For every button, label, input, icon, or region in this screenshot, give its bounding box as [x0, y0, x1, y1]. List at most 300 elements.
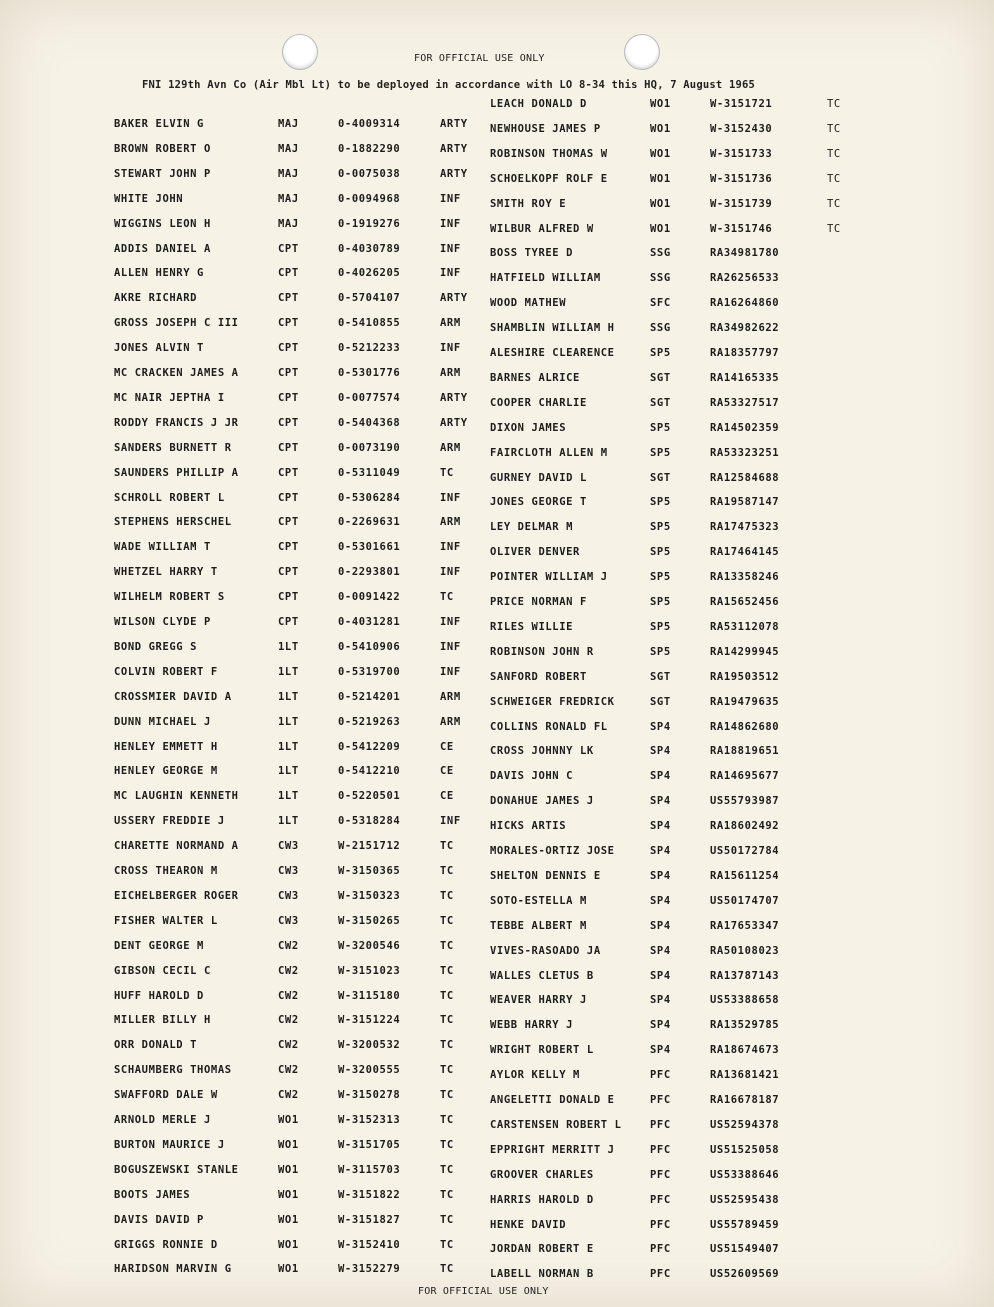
person-name: MILLER BILLY H [114, 1014, 211, 1027]
branch-cell: TC [827, 172, 841, 185]
rank-cell: SP5 [650, 496, 671, 509]
roster-row [490, 1094, 870, 1108]
person-name: ALESHIRE CLEARENCE [490, 347, 615, 359]
person-name: HENLEY GEORGE M [114, 765, 218, 778]
person-name: SHAMBLIN WILLIAM H [490, 322, 615, 335]
branch-cell: TC [440, 865, 454, 877]
roster-row [114, 193, 494, 207]
serial-number-cell: W-3151827 [338, 1213, 401, 1226]
roster-row [490, 870, 870, 884]
serial-number-cell: RA53327517 [710, 396, 780, 409]
rank-cell: CW2 [278, 1089, 299, 1102]
serial-number-cell: 0-5404368 [338, 416, 401, 429]
serial-number-cell: W-3151739 [710, 197, 773, 210]
person-name: SOTO-ESTELLA M [490, 894, 587, 907]
rank-cell: CPT [278, 491, 299, 504]
person-name: GRIGGS RONNIE D [114, 1238, 218, 1251]
person-name: DENT GEORGE M [114, 939, 204, 952]
branch-cell: TC [440, 989, 454, 1002]
roster-row [114, 118, 494, 132]
roster-row [490, 920, 870, 934]
rank-cell: WO1 [278, 1263, 299, 1276]
rank-cell: SFC [650, 297, 671, 310]
serial-number-cell: RA15652456 [710, 596, 780, 608]
rank-cell: SP4 [650, 994, 671, 1007]
serial-number-cell: US51525058 [710, 1143, 780, 1156]
person-name: BURTON MAURICE J [114, 1138, 225, 1151]
serial-number-cell: W-3150278 [338, 1089, 401, 1102]
roster-row [490, 272, 870, 286]
person-name: COOPER CHARLIE [490, 396, 587, 409]
serial-number-cell: W-3150265 [338, 914, 401, 927]
serial-number-cell: 0-5319700 [338, 665, 401, 678]
roster-row [490, 1144, 870, 1158]
roster-row [114, 492, 494, 506]
roster-row [490, 571, 870, 585]
serial-number-cell: 0-1882290 [338, 142, 401, 155]
branch-cell: TC [440, 1213, 454, 1226]
person-name: GROSS JOSEPH C III [114, 317, 239, 330]
branch-cell: ARM [440, 516, 461, 529]
rank-cell: CPT [278, 242, 299, 255]
roster-row [114, 1114, 494, 1128]
rank-cell: SSG [650, 247, 671, 260]
branch-cell: TC [440, 964, 454, 977]
serial-number-cell: RA26256533 [710, 272, 780, 285]
roster-row [490, 820, 870, 834]
person-name: VIVES-RASOADO JA [490, 944, 601, 957]
roster-row [490, 297, 870, 311]
roster-row [114, 1214, 494, 1228]
roster-row [490, 970, 870, 984]
serial-number-cell: US52594378 [710, 1118, 780, 1131]
branch-cell: TC [440, 1163, 454, 1176]
rank-cell: SGT [650, 396, 671, 409]
roster-row [490, 397, 870, 411]
serial-number-cell: RA14695677 [710, 770, 780, 783]
rank-cell: SP5 [650, 421, 671, 434]
rank-cell: CPT [278, 267, 299, 280]
rank-cell: PFC [650, 1143, 671, 1156]
document-subheading: FNI 129th Avn Co (Air Mbl Lt) to be deployed in accordance with LO 8-34 this HQ, 7 August 1965 [142, 79, 756, 91]
rank-cell: CPT [278, 416, 299, 429]
roster-row [490, 123, 870, 137]
rank-cell: CW3 [278, 914, 299, 927]
rank-cell: SP4 [650, 969, 671, 982]
roster-row [490, 546, 870, 560]
serial-number-cell: RA12584688 [710, 471, 780, 484]
rank-cell: WO1 [650, 172, 671, 185]
person-name: BARNES ALRICE [490, 371, 580, 384]
roster-row [114, 1263, 494, 1277]
person-name: WRIGHT ROBERT L [490, 1044, 594, 1057]
rank-cell: SP4 [650, 720, 671, 733]
roster-row [114, 940, 494, 954]
branch-cell: INF [440, 192, 461, 205]
serial-number-cell: RA14165335 [710, 371, 780, 384]
rank-cell: PFC [650, 1193, 671, 1206]
person-name: TEBBE ALBERT M [490, 919, 587, 932]
serial-number-cell: 0-0075038 [338, 167, 401, 180]
roster-row [490, 447, 870, 461]
serial-number-cell: 0-2293801 [338, 566, 401, 579]
rank-cell: SP4 [650, 919, 671, 932]
roster-row [490, 895, 870, 909]
punch-hole-right [624, 34, 660, 70]
serial-number-cell: 0-5311049 [338, 466, 401, 479]
rank-cell: SP4 [650, 770, 671, 783]
serial-number-cell: W-3151705 [338, 1138, 401, 1151]
person-name: HATFIELD WILLIAM [490, 272, 601, 285]
serial-number-cell: 0-5412210 [338, 765, 401, 778]
rank-cell: 1LT [278, 815, 299, 828]
roster-row [490, 1119, 870, 1133]
rank-cell: SP4 [650, 795, 671, 808]
rank-cell: MAJ [278, 192, 299, 205]
rank-cell: 1LT [278, 790, 299, 803]
person-name: NEWHOUSE JAMES P [490, 122, 601, 135]
rank-cell: CW3 [278, 889, 299, 902]
serial-number-cell: 0-5306284 [338, 491, 401, 504]
serial-number-cell: 0-4026205 [338, 267, 401, 280]
rank-cell: CW3 [278, 840, 299, 853]
rank-cell: PFC [650, 1168, 671, 1181]
rank-cell: CW2 [278, 1014, 299, 1027]
branch-cell: INF [440, 665, 461, 678]
serial-number-cell: RA16264860 [710, 297, 780, 310]
rank-cell: WO1 [278, 1114, 299, 1126]
person-name: EICHELBERGER ROGER [114, 889, 239, 902]
person-name: JONES GEORGE T [490, 496, 587, 509]
roster-row [114, 1139, 494, 1153]
rank-cell: SP5 [650, 521, 671, 534]
roster-row [114, 516, 494, 530]
rank-cell: SP5 [650, 620, 671, 633]
serial-number-cell: W-3115180 [338, 989, 401, 1002]
rank-cell: CPT [278, 466, 299, 479]
branch-cell: INF [440, 566, 461, 579]
branch-cell: CE [440, 740, 454, 753]
roster-row [490, 1219, 870, 1233]
rank-cell: WO1 [650, 122, 671, 135]
branch-cell: INF [440, 217, 461, 230]
roster-row [490, 696, 870, 710]
person-name: WHITE JOHN [114, 192, 184, 205]
rank-cell: SP5 [650, 571, 671, 584]
person-name: RILES WILLIE [490, 620, 574, 633]
branch-cell: TC [440, 1263, 454, 1276]
branch-cell: ARTY [440, 416, 468, 429]
person-name: MC LAUGHIN KENNETH [114, 790, 239, 803]
person-name: WIGGINS LEON H [114, 217, 211, 230]
serial-number-cell: 0-2269631 [338, 516, 401, 529]
rank-cell: SGT [650, 371, 671, 384]
rank-cell: WO1 [278, 1188, 299, 1201]
roster-row [114, 1014, 494, 1028]
person-name: ORR DONALD T [114, 1039, 198, 1052]
serial-number-cell: US50174707 [710, 894, 780, 907]
branch-cell: INF [440, 491, 461, 504]
person-name: AKRE RICHARD [114, 292, 198, 305]
person-name: DIXON JAMES [490, 421, 567, 434]
person-name: HENLEY EMMETT H [114, 740, 218, 753]
serial-number-cell: 0-5214201 [338, 690, 401, 703]
branch-cell: TC [440, 466, 454, 479]
serial-number-cell: US52595438 [710, 1193, 780, 1206]
roster-row [114, 691, 494, 705]
person-name: COLLINS RONALD FL [490, 720, 608, 733]
person-name: AYLOR KELLY M [490, 1069, 580, 1082]
roster-row [114, 915, 494, 929]
roster-row [490, 322, 870, 336]
person-name: POINTER WILLIAM J [490, 571, 608, 584]
rank-cell: SP5 [650, 596, 671, 608]
roster-row [114, 790, 494, 804]
branch-cell: TC [440, 1014, 454, 1027]
serial-number-cell: RA14299945 [710, 645, 780, 658]
roster-row [114, 765, 494, 779]
rank-cell: PFC [650, 1218, 671, 1231]
roster-row [490, 98, 870, 112]
serial-number-cell: RA18819651 [710, 745, 780, 758]
rank-cell: PFC [650, 1268, 671, 1281]
rank-cell: CPT [278, 591, 299, 604]
roster-row [114, 666, 494, 680]
serial-number-cell: US53388646 [710, 1168, 780, 1181]
roster-row [114, 1039, 494, 1053]
roster-row [114, 143, 494, 157]
person-name: SHELTON DENNIS E [490, 869, 601, 882]
person-name: HENKE DAVID [490, 1218, 567, 1231]
serial-number-cell: 0-4030789 [338, 242, 401, 255]
serial-number-cell: RA18602492 [710, 820, 780, 833]
classification-header: FOR OFFICIAL USE ONLY [414, 53, 545, 64]
rank-cell: WO1 [278, 1138, 299, 1151]
roster-row [114, 467, 494, 481]
serial-number-cell: W-3152313 [338, 1114, 401, 1126]
rank-cell: SSG [650, 322, 671, 335]
serial-number-cell: RA13787143 [710, 969, 780, 982]
branch-cell: ARM [440, 690, 461, 703]
serial-number-cell: RA18357797 [710, 347, 780, 359]
person-name: WEBB HARRY J [490, 1019, 574, 1032]
roster-row [490, 1268, 870, 1282]
roster-row [114, 367, 494, 381]
rank-cell: CW2 [278, 964, 299, 977]
rank-cell: CW2 [278, 939, 299, 952]
branch-cell: INF [440, 267, 461, 280]
person-name: JONES ALVIN T [114, 342, 204, 355]
roster-row [490, 770, 870, 784]
person-name: LABELL NORMAN B [490, 1268, 594, 1281]
rank-cell: CW3 [278, 865, 299, 877]
rank-cell: CPT [278, 317, 299, 330]
rank-cell: SGT [650, 695, 671, 708]
rank-cell: CPT [278, 292, 299, 305]
person-name: SCHROLL ROBERT L [114, 491, 225, 504]
roster-row [490, 496, 870, 510]
branch-cell: TC [440, 914, 454, 927]
serial-number-cell: 0-4009314 [338, 118, 401, 130]
rank-cell: CPT [278, 516, 299, 529]
branch-cell: TC [827, 222, 841, 235]
person-name: EPPRIGHT MERRITT J [490, 1143, 615, 1156]
roster-row [114, 541, 494, 555]
roster-row [490, 198, 870, 212]
rank-cell: MAJ [278, 217, 299, 230]
rank-cell: CW2 [278, 1064, 299, 1077]
person-name: BROWN ROBERT O [114, 142, 211, 155]
rank-cell: SGT [650, 670, 671, 683]
person-name: BOOTS JAMES [114, 1188, 191, 1201]
rank-cell: SP4 [650, 944, 671, 957]
rank-cell: PFC [650, 1069, 671, 1082]
serial-number-cell: 0-5212233 [338, 342, 401, 355]
person-name: LEY DELMAR M [490, 521, 574, 534]
serial-number-cell: W-3200546 [338, 939, 401, 952]
roster-row [490, 1019, 870, 1033]
roster-row [114, 417, 494, 431]
rank-cell: PFC [650, 1243, 671, 1256]
branch-cell: TC [440, 1238, 454, 1251]
person-name: DUNN MICHAEL J [114, 715, 211, 728]
roster-row [490, 945, 870, 959]
rank-cell: WO1 [650, 197, 671, 210]
roster-row [114, 865, 494, 879]
branch-cell: TC [440, 889, 454, 902]
person-name: ALLEN HENRY G [114, 267, 204, 280]
branch-cell: TC [440, 591, 454, 604]
serial-number-cell: W-3115703 [338, 1163, 401, 1176]
roster-row [114, 815, 494, 829]
rank-cell: SP4 [650, 869, 671, 882]
serial-number-cell: RA19587147 [710, 496, 780, 509]
rank-cell: SP5 [650, 347, 671, 359]
roster-row [114, 641, 494, 655]
rank-cell: WO1 [278, 1163, 299, 1176]
rank-cell: SP5 [650, 546, 671, 559]
serial-number-cell: W-3151746 [710, 222, 773, 235]
rank-cell: SP4 [650, 1044, 671, 1057]
person-name: HARIDSON MARVIN G [114, 1263, 232, 1276]
branch-cell: ARTY [440, 118, 468, 130]
serial-number-cell: 0-5410855 [338, 317, 401, 330]
serial-number-cell: US53388658 [710, 994, 780, 1007]
serial-number-cell: W-3151224 [338, 1014, 401, 1027]
branch-cell: INF [440, 815, 461, 828]
serial-number-cell: RA14862680 [710, 720, 780, 733]
roster-row [114, 218, 494, 232]
person-name: SCHWEIGER FREDRICK [490, 695, 615, 708]
serial-number-cell: RA17464145 [710, 546, 780, 559]
roster-row [114, 840, 494, 854]
rank-cell: 1LT [278, 765, 299, 778]
rank-cell: SP4 [650, 845, 671, 857]
rank-cell: CPT [278, 342, 299, 355]
serial-number-cell: RA15611254 [710, 869, 780, 882]
rank-cell: MAJ [278, 118, 299, 130]
serial-number-cell: W-3200555 [338, 1064, 401, 1077]
branch-cell: TC [440, 1089, 454, 1102]
roster-row [114, 267, 494, 281]
roster-row [490, 521, 870, 535]
serial-number-cell: RA13358246 [710, 571, 780, 584]
branch-cell: ARTY [440, 167, 468, 180]
serial-number-cell: W-3151721 [710, 98, 773, 110]
rank-cell: WO1 [278, 1213, 299, 1226]
person-name: RODDY FRANCIS J JR [114, 416, 239, 429]
serial-number-cell: 0-0073190 [338, 441, 401, 454]
serial-number-cell: RA17653347 [710, 919, 780, 932]
serial-number-cell: US52609569 [710, 1268, 780, 1281]
person-name: CARSTENSEN ROBERT L [490, 1118, 622, 1131]
person-name: STEPHENS HERSCHEL [114, 516, 232, 529]
person-name: SWAFFORD DALE W [114, 1089, 218, 1102]
person-name: CROSS THEARON M [114, 865, 218, 877]
person-name: BOND GREGG S [114, 640, 198, 653]
person-name: MORALES-ORTIZ JOSE [490, 845, 615, 857]
person-name: SAUNDERS PHILLIP A [114, 466, 239, 479]
person-name: USSERY FREDDIE J [114, 815, 225, 828]
roster-row [490, 621, 870, 635]
roster-row [114, 990, 494, 1004]
roster-row [490, 173, 870, 187]
person-name: HICKS ARTIS [490, 820, 567, 833]
serial-number-cell: RA19503512 [710, 670, 780, 683]
person-name: ARNOLD MERLE J [114, 1114, 211, 1126]
rank-cell: SGT [650, 471, 671, 484]
person-name: BOGUSZEWSKI STANLE [114, 1163, 239, 1176]
roster-row [114, 566, 494, 580]
roster-row [114, 716, 494, 730]
branch-cell: TC [440, 939, 454, 952]
serial-number-cell: W-3151733 [710, 147, 773, 160]
person-name: WHETZEL HARRY T [114, 566, 218, 579]
branch-cell: TC [827, 122, 841, 135]
person-name: DAVIS DAVID P [114, 1213, 204, 1226]
rank-cell: SP5 [650, 446, 671, 459]
person-name: SANDERS BURNETT R [114, 441, 232, 454]
serial-number-cell: RA18674673 [710, 1044, 780, 1057]
serial-number-cell: RA19479635 [710, 695, 780, 708]
roster-row [490, 845, 870, 859]
rank-cell: MAJ [278, 167, 299, 180]
branch-cell: TC [440, 1188, 454, 1201]
serial-number-cell: W-3151023 [338, 964, 401, 977]
rank-cell: 1LT [278, 715, 299, 728]
roster-row [490, 1044, 870, 1058]
person-name: HUFF HAROLD D [114, 989, 204, 1002]
serial-number-cell: W-3152430 [710, 122, 773, 135]
roster-row [490, 646, 870, 660]
serial-number-cell: 0-5220501 [338, 790, 401, 803]
serial-number-cell: RA53112078 [710, 620, 780, 633]
serial-number-cell: US55793987 [710, 795, 780, 808]
roster-row [114, 168, 494, 182]
serial-number-cell: W-3150323 [338, 889, 401, 902]
rank-cell: CPT [278, 541, 299, 554]
rank-cell: CW2 [278, 1039, 299, 1052]
roster-row [490, 1194, 870, 1208]
person-name: MC CRACKEN JAMES A [114, 367, 239, 379]
rank-cell: CPT [278, 391, 299, 404]
person-name: CROSS JOHNNY LK [490, 745, 594, 758]
roster-row [490, 372, 870, 386]
branch-cell: ARTY [440, 391, 468, 404]
rank-cell: WO1 [278, 1238, 299, 1251]
roster-row [114, 1189, 494, 1203]
branch-cell: ARM [440, 715, 461, 728]
